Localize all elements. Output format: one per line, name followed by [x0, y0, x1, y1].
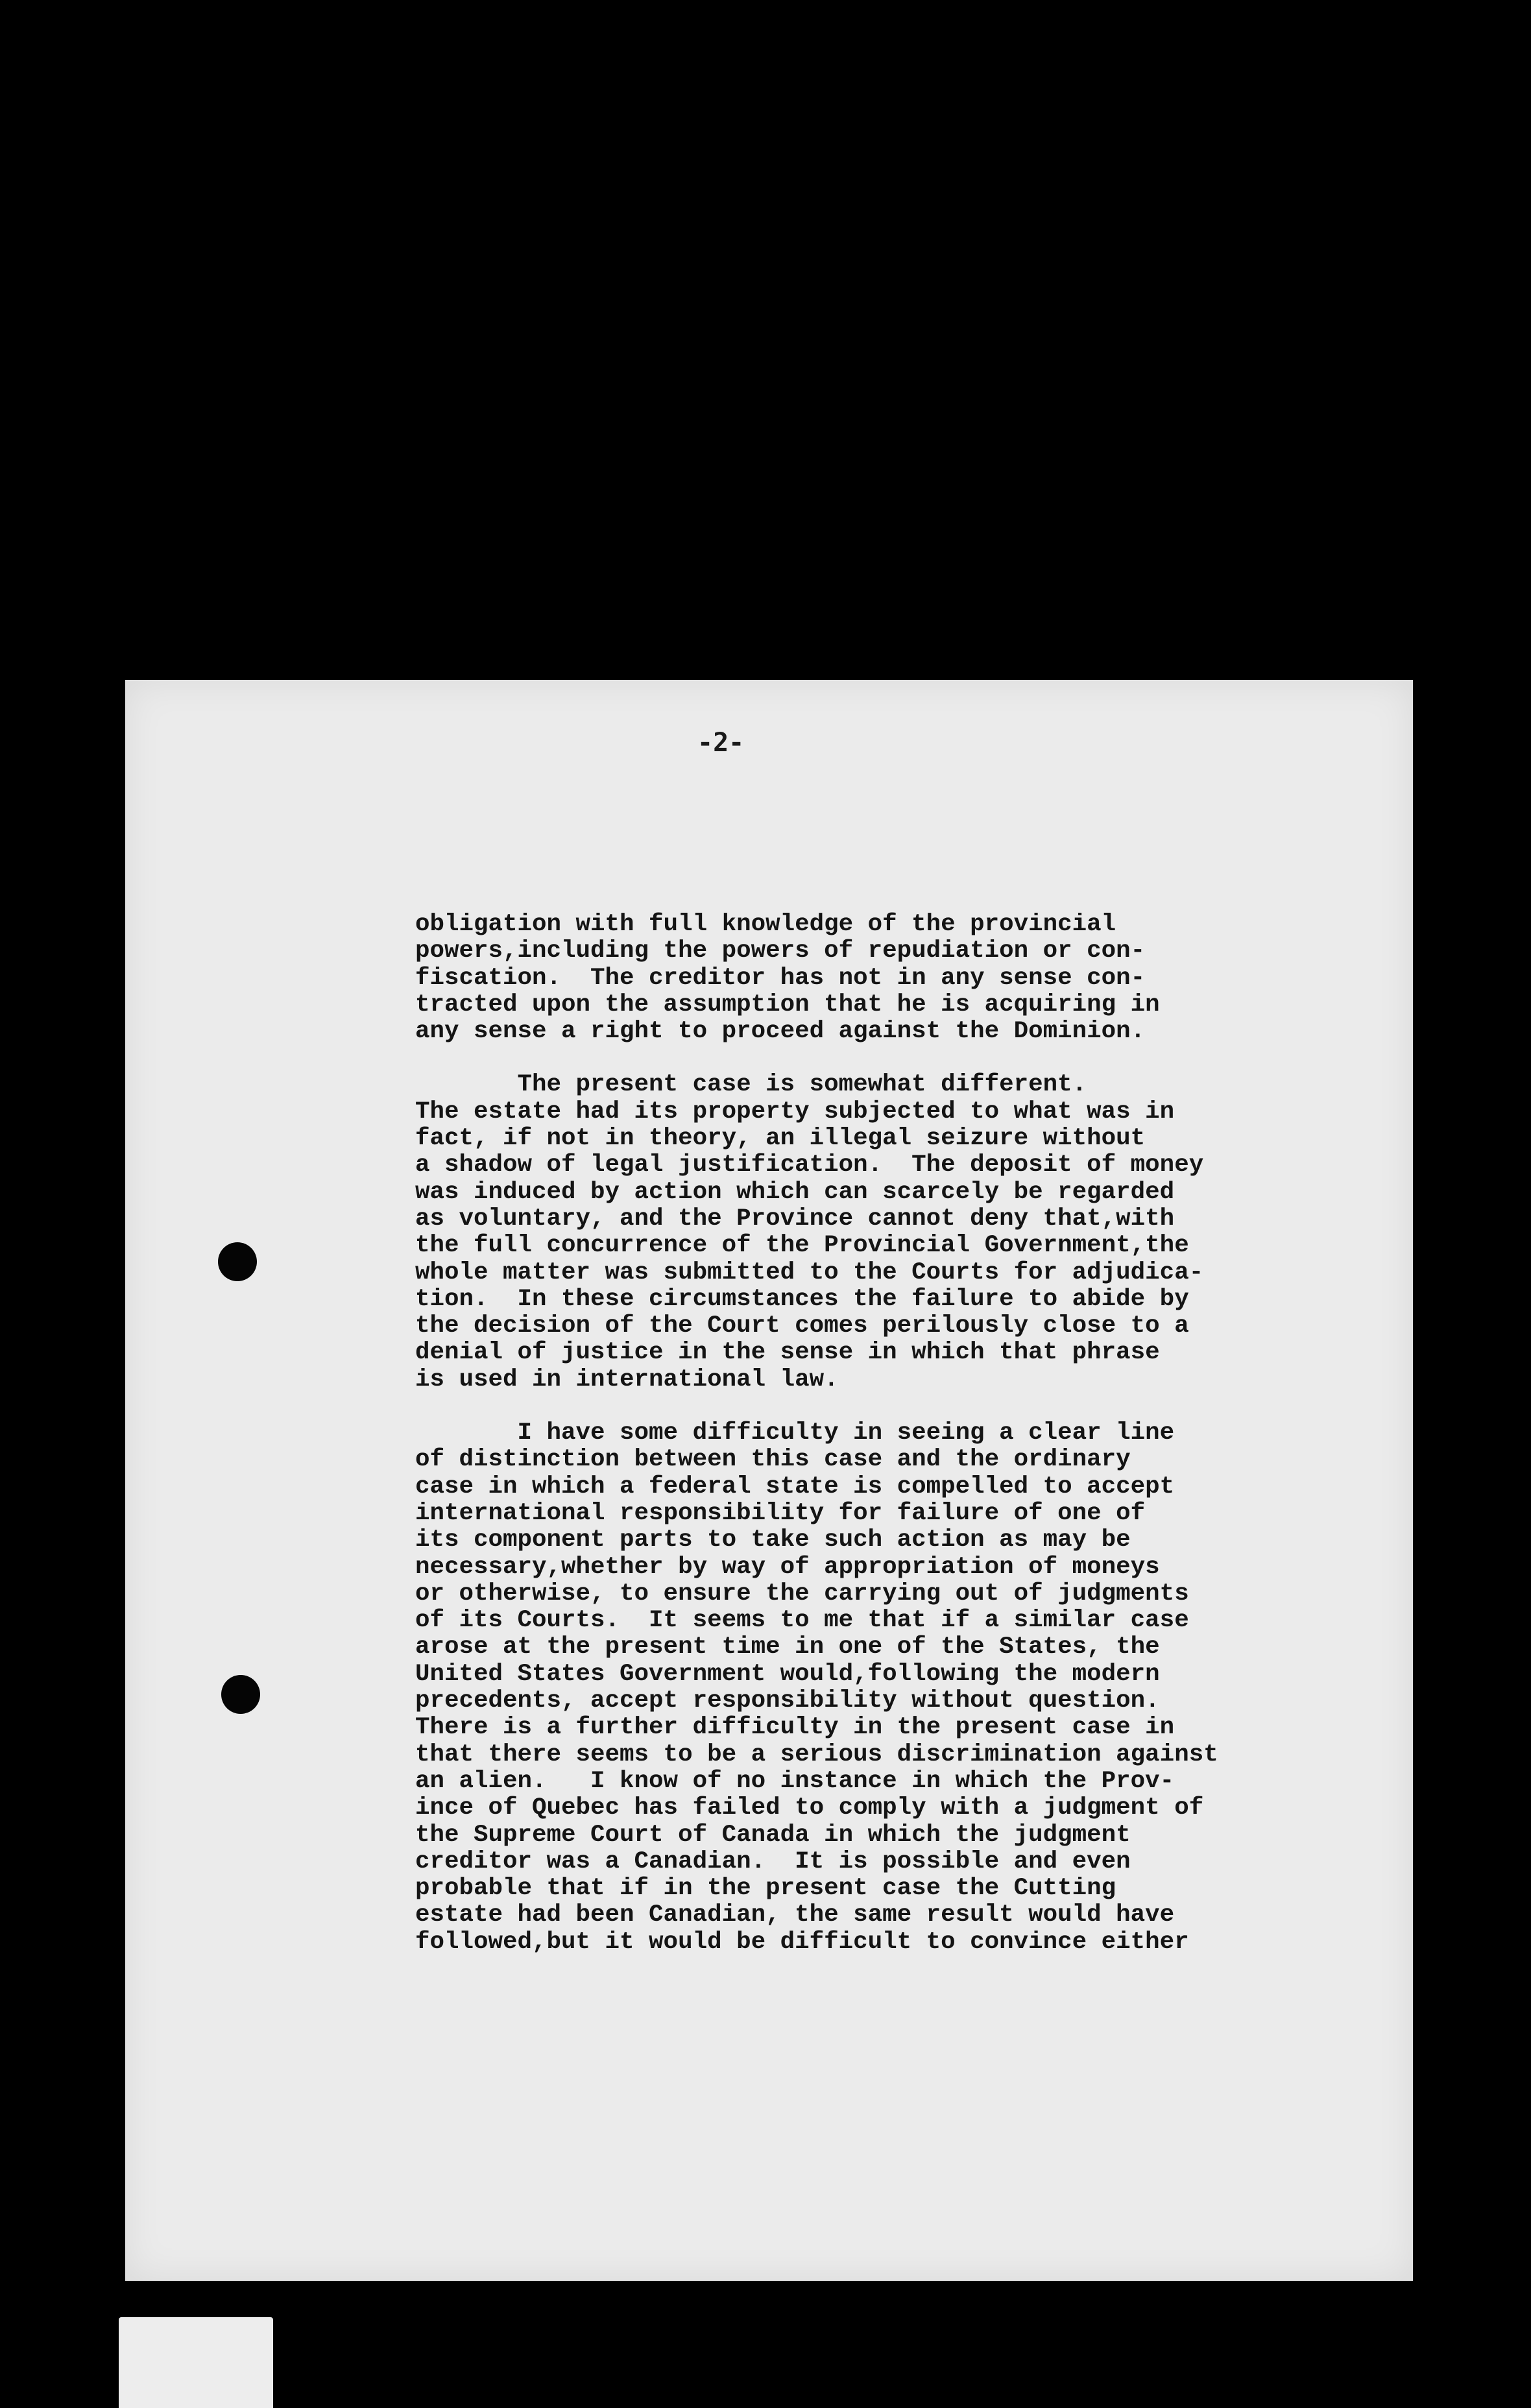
text-line: creditor was a Canadian. It is possible and even: [415, 1848, 1131, 1875]
text-line: international responsibility for failure of one of: [415, 1499, 1146, 1527]
text-line: the full concurrence of the Provincial Government,the: [415, 1232, 1189, 1260]
text-line: fiscation. The creditor has not in any sense con-: [415, 964, 1146, 992]
text-line: was induced by action which can scarcely be regarded: [415, 1178, 1175, 1206]
text-line: the Supreme Court of Canada in which the judgment: [415, 1821, 1131, 1849]
paragraph-gap: [415, 1045, 1284, 1072]
text-line: probable that if in the present case the Cutting: [415, 1875, 1116, 1903]
text-line: as voluntary, and the Province cannot deny that,with: [415, 1205, 1175, 1233]
text-line: The estate had its property subjected to what was in: [415, 1098, 1175, 1126]
text-line: I have some difficulty in seeing a clear line: [415, 1419, 1175, 1447]
text-line: of its Courts. It seems to me that if a similar case: [415, 1607, 1189, 1635]
paragraph-gap: [415, 1393, 1284, 1420]
text-line: denial of justice in the sense in which that phrase: [415, 1339, 1160, 1367]
document-body: [415, 911, 1284, 1956]
text-line: estate had been Canadian, the same result would have: [415, 1901, 1175, 1929]
text-line: its component parts to take such action as may be: [415, 1526, 1131, 1554]
text-line: an alien. I know of no instance in which the Prov-: [415, 1767, 1175, 1795]
text-line: or otherwise, to ensure the carrying out of judgments: [415, 1580, 1189, 1607]
film-label-tab: [119, 2317, 273, 2408]
text-line: obligation with full knowledge of the provincial: [415, 911, 1116, 938]
text-line: of distinction between this case and the ordinary: [415, 1446, 1131, 1474]
text-line: necessary,whether by way of appropriation of moneys: [415, 1553, 1160, 1581]
text-line: precedents, accept responsibility without question.: [415, 1687, 1160, 1715]
text-line: any sense a right to proceed against the Dominion.: [415, 1018, 1146, 1046]
text-line: ince of Quebec has failed to comply with a judgment of: [415, 1794, 1204, 1822]
text-line: tion. In these circumstances the failure to abide by: [415, 1285, 1189, 1313]
text-line: case in which a federal state is compelled to accept: [415, 1473, 1175, 1500]
text-line: There is a further difficulty in the present case in: [415, 1714, 1175, 1742]
punch-hole-upper: [218, 1242, 257, 1281]
text-line: United States Government would,following the modern: [415, 1660, 1160, 1688]
text-line: the decision of the Court comes perilously close to a: [415, 1312, 1189, 1340]
text-line: is used in international law.: [415, 1366, 839, 1393]
text-line: whole matter was submitted to the Courts for adjudica-: [415, 1258, 1204, 1286]
text-line: followed,but it would be difficult to convince either: [415, 1928, 1189, 1956]
text-line: powers,including the powers of repudiation or con-: [415, 937, 1146, 965]
page-number: -2-: [697, 728, 745, 758]
text-line: The present case is somewhat different.: [415, 1071, 1087, 1099]
text-line: arose at the present time in one of the States, the: [415, 1633, 1160, 1661]
text-line: tracted upon the assumption that he is acquiring in: [415, 991, 1160, 1018]
text-line: a shadow of legal justification. The deposit of money: [415, 1151, 1204, 1179]
text-line: that there seems to be a serious discrimination against: [415, 1740, 1218, 1768]
punch-hole-lower: [221, 1675, 260, 1714]
text-line: fact, if not in theory, an illegal seizure without: [415, 1125, 1146, 1153]
